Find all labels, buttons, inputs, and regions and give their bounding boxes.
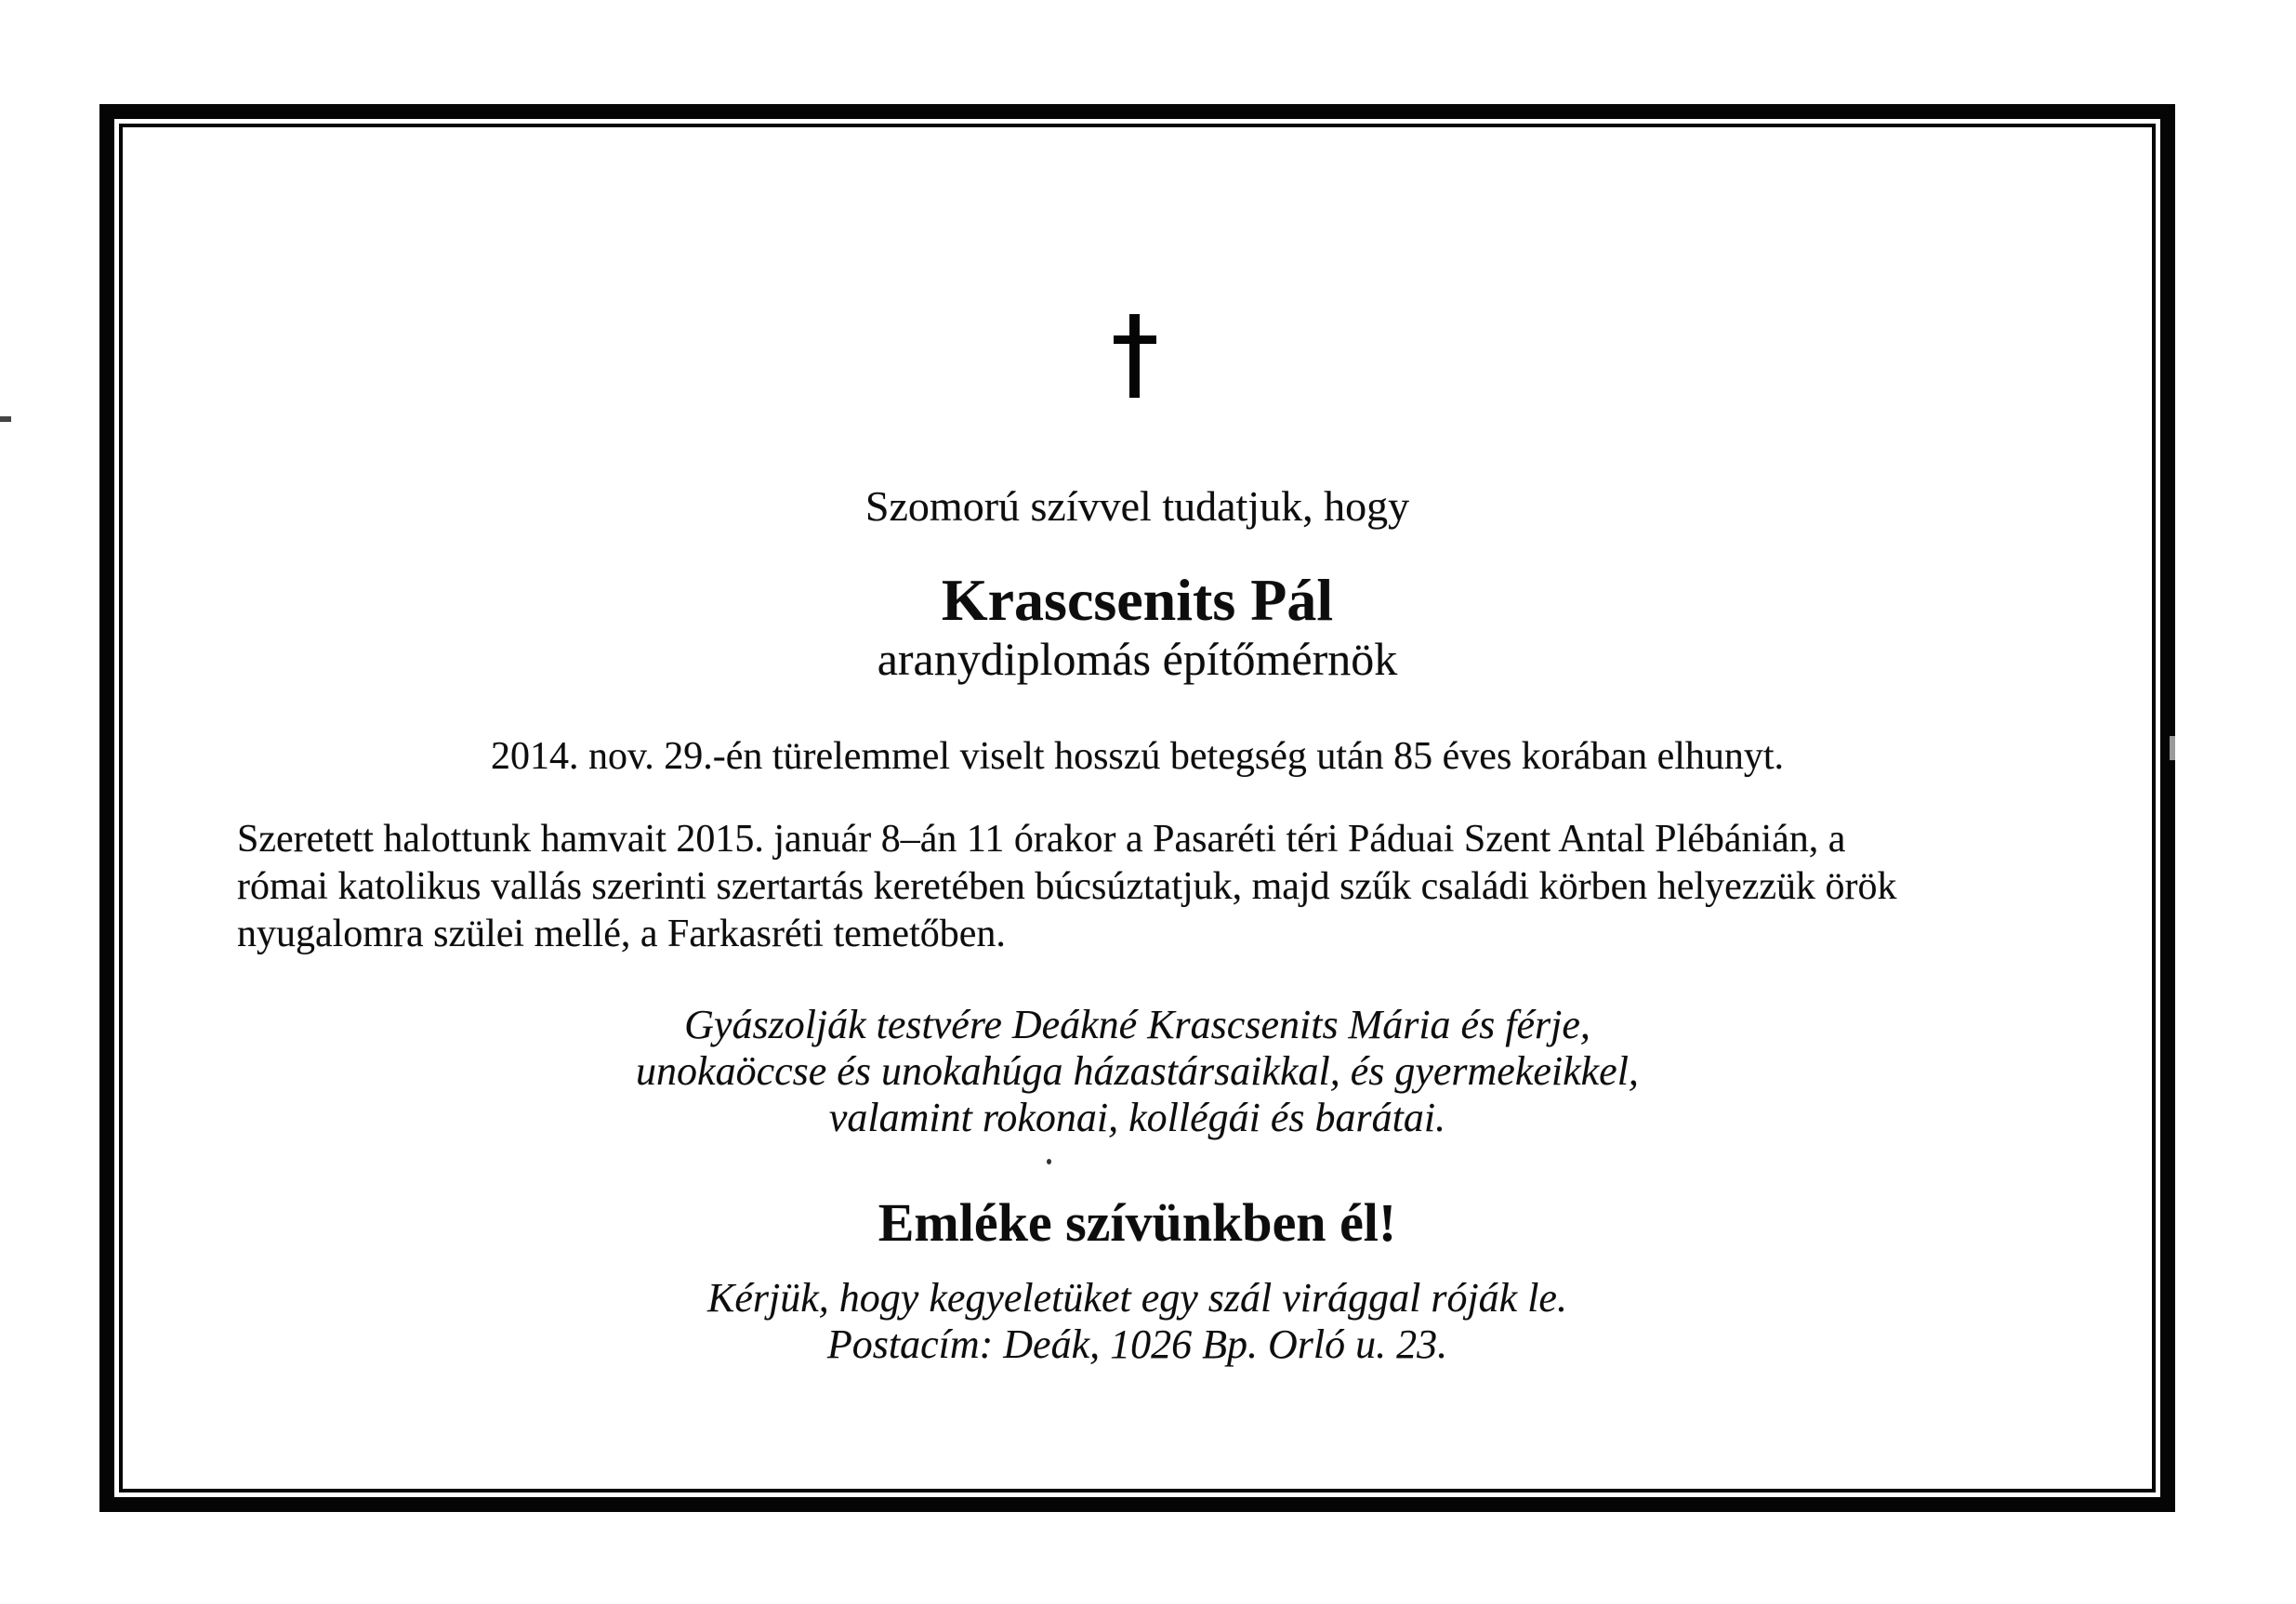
mourners-line: Gyászolják testvére Deákné Krascsenits Mária és férje, [684,1002,1590,1047]
funeral-paragraph-line: nyugalomra szülei mellé, a Farkasréti temetőben. [237,913,1006,955]
scan-speck [0,416,11,422]
funeral-paragraph [237,816,2119,958]
deceased-name: Krascsenits Pál [941,567,1334,633]
cross-vertical-bar [1129,314,1140,398]
mourners-line: unokaöccse és unokahúga házastársaikkal, és gyermekeikkel, [636,1048,1639,1094]
request-line: Kérjük, hogy kegyeletüket egy szál virággal róják le. [707,1275,1567,1321]
scan-speck [2170,736,2175,760]
request-block [99,1275,2175,1368]
intro-line: Szomorú szívvel tudatjuk, hogy [864,482,1410,530]
postal-address-line: Postacím: Deák, 1026 Bp. Orló u. 23. [826,1321,1448,1367]
obituary-content [99,104,2175,1512]
cross-horizontal-bar [1114,335,1156,344]
latin-cross-icon [1114,314,1156,398]
deceased-title: aranydiplomás építőmérnök [877,633,1398,685]
scan-speck [1047,1159,1051,1164]
death-date-line: 2014. nov. 29.-én türelemmel viselt hosszú betegség után 85 éves korában elhunyt. [490,735,1785,778]
mourners-block [99,1002,2175,1141]
mourners-line: valamint rokonai, kollégái és barátai. [828,1095,1446,1140]
funeral-paragraph-line: római katolikus vallás szerinti szertartás keretében búcsúztatjuk, majd szűk családi körben helyezzük örök [237,865,1897,908]
funeral-paragraph-line: Szeretett halottunk hamvait 2015. január 8–án 11 órakor a Pasaréti téri Páduai Szent Antal Plébánián, a [237,818,1846,861]
memorial-line: Emléke szívünkben él! [877,1192,1397,1253]
